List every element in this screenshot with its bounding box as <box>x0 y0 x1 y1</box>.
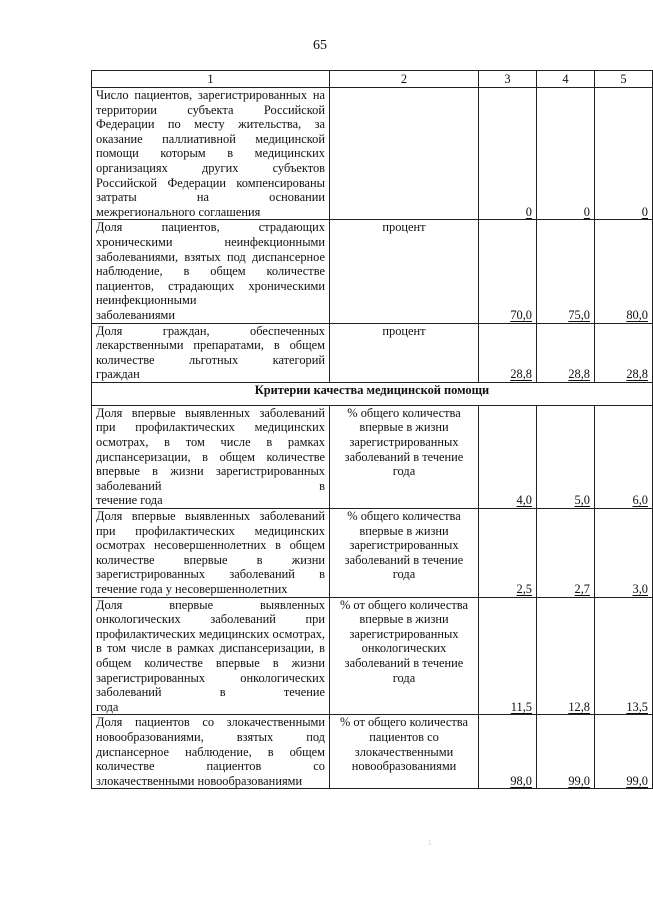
value-col-5 <box>595 509 653 598</box>
table-row <box>92 323 653 382</box>
value-text: 70,0 <box>510 307 532 322</box>
indicator-name-last-line: течение года <box>96 493 163 508</box>
value-col-5 <box>595 715 653 789</box>
table-row <box>92 715 653 789</box>
indicator-name <box>92 220 330 323</box>
value-col-3 <box>479 715 537 789</box>
value-text: 99,0 <box>568 773 590 788</box>
indicator-name-last-line: злокачественными новообразованиями <box>96 773 303 788</box>
indicator-unit: % общего количества впервые в жизни зарегистрированных заболеваний в течение года <box>330 405 479 508</box>
table-row <box>92 405 653 508</box>
value-col-5 <box>595 405 653 508</box>
value-text: 0 <box>525 204 532 219</box>
value-text: 75,0 <box>568 307 590 322</box>
value-col-4 <box>537 597 595 715</box>
table-row <box>92 509 653 598</box>
value-text: 0 <box>641 204 648 219</box>
value-text: 13,5 <box>626 699 648 714</box>
value-text: 2,7 <box>574 582 590 596</box>
indicator-name-last-line: межрегионального соглашения <box>96 204 261 219</box>
indicator-name-text: Доля пациентов, страдающих хроническими неинфекционными заболеваниями, взятых под диспансерное наблюдение, в общем количестве пациентов, страдающих хроническими неинфекционными <box>96 220 325 308</box>
value-col-3 <box>479 405 537 508</box>
indicator-name-text: Число пациентов, зарегистрированных на территории субъекта Российской Федерации по месту жительства, за оказание паллиативной медицинской помощи которым в медицинских организациях других субъектов Российской Федерации компенсированы затраты на основании <box>96 88 325 205</box>
value-text: 6,0 <box>632 493 648 508</box>
indicator-name-last-line: граждан <box>96 367 140 382</box>
value-text: 11,5 <box>510 699 532 714</box>
indicator-unit: % от общего количества впервые в жизни зарегистрированных онкологических заболеваний в течение года <box>330 597 479 715</box>
page-number: 65 <box>313 38 327 53</box>
indicators-table <box>91 70 653 789</box>
indicator-name-text: Доля впервые выявленных онкологических заболеваний при профилактических медицинских осмотрах, в том числе в рамках диспансеризации, в общем количестве впервые в жизни зарегистрированных онкологических заболеваний в течение <box>96 597 325 700</box>
value-text: 28,8 <box>626 367 648 382</box>
value-text: 98,0 <box>510 773 532 788</box>
value-col-3 <box>479 323 537 382</box>
indicator-name-text: Доля впервые выявленных заболеваний при профилактических медицинских осмотрах, в том числе в рамках диспансеризации, в общем количестве впервые в жизни зарегистрированных заболеваний в <box>96 405 325 493</box>
value-col-3 <box>479 509 537 598</box>
value-col-5 <box>595 323 653 382</box>
value-text: 4,0 <box>516 493 532 508</box>
value-text: 28,8 <box>510 367 532 382</box>
section-title: Критерии качества медицинской помощи <box>92 382 653 405</box>
value-col-3 <box>479 88 537 220</box>
value-text: 3,0 <box>632 582 648 596</box>
value-col-5 <box>595 597 653 715</box>
value-col-3 <box>479 220 537 323</box>
table-row <box>92 88 653 220</box>
header-col-2: 2 <box>330 71 479 88</box>
header-col-4: 4 <box>537 71 595 88</box>
indicator-unit: % от общего количества пациентов со злокачественными новообразованиями <box>330 715 479 789</box>
table-row <box>92 220 653 323</box>
indicator-name-text: Доля пациентов со злокачественными новообразованиями, взятых под диспансерное наблюдение, в общем количестве пациентов со <box>96 715 325 774</box>
value-text: 99,0 <box>626 773 648 788</box>
indicator-name-last-line: течение года у несовершеннолетних <box>96 582 288 596</box>
indicator-unit: процент <box>330 323 479 382</box>
section-header-row <box>92 382 653 405</box>
value-col-5 <box>595 88 653 220</box>
value-col-4 <box>537 715 595 789</box>
value-text: 12,8 <box>568 699 590 714</box>
value-text: 2,5 <box>516 582 532 596</box>
indicator-name-last-line: года <box>96 699 119 714</box>
value-col-4 <box>537 509 595 598</box>
indicator-name <box>92 88 330 220</box>
header-col-3: 3 <box>479 71 537 88</box>
value-col-4 <box>537 88 595 220</box>
header-col-1: 1 <box>92 71 330 88</box>
indicator-unit <box>330 88 479 220</box>
value-col-3 <box>479 597 537 715</box>
indicator-name-last-line: заболеваниями <box>96 307 176 322</box>
indicator-unit: процент <box>330 220 479 323</box>
indicator-name <box>92 509 330 598</box>
value-text: 5,0 <box>574 493 590 508</box>
value-col-4 <box>537 323 595 382</box>
indicator-name <box>92 405 330 508</box>
value-col-4 <box>537 220 595 323</box>
indicator-name-text: Доля впервые выявленных заболеваний при профилактических медицинских осмотрах несовершеннолетних в общем количестве впервые в жизни зарегистрированных заболеваний в <box>96 509 325 582</box>
indicator-name <box>92 715 330 789</box>
table-row <box>92 597 653 715</box>
indicator-name-text: Доля граждан, обеспеченных лекарственными препаратами, в общем количестве льготных категорий <box>96 323 325 367</box>
value-col-4 <box>537 405 595 508</box>
indicator-unit: % общего количества впервые в жизни зарегистрированных заболеваний в течение года <box>330 509 479 598</box>
header-col-5: 5 <box>595 71 653 88</box>
value-text: 0 <box>583 204 590 219</box>
value-col-5 <box>595 220 653 323</box>
value-text: 28,8 <box>568 367 590 382</box>
table-header-row <box>92 71 653 88</box>
indicator-name <box>92 597 330 715</box>
scan-speck: ⁏ <box>428 836 432 846</box>
value-text: 80,0 <box>626 307 648 322</box>
indicator-name <box>92 323 330 382</box>
